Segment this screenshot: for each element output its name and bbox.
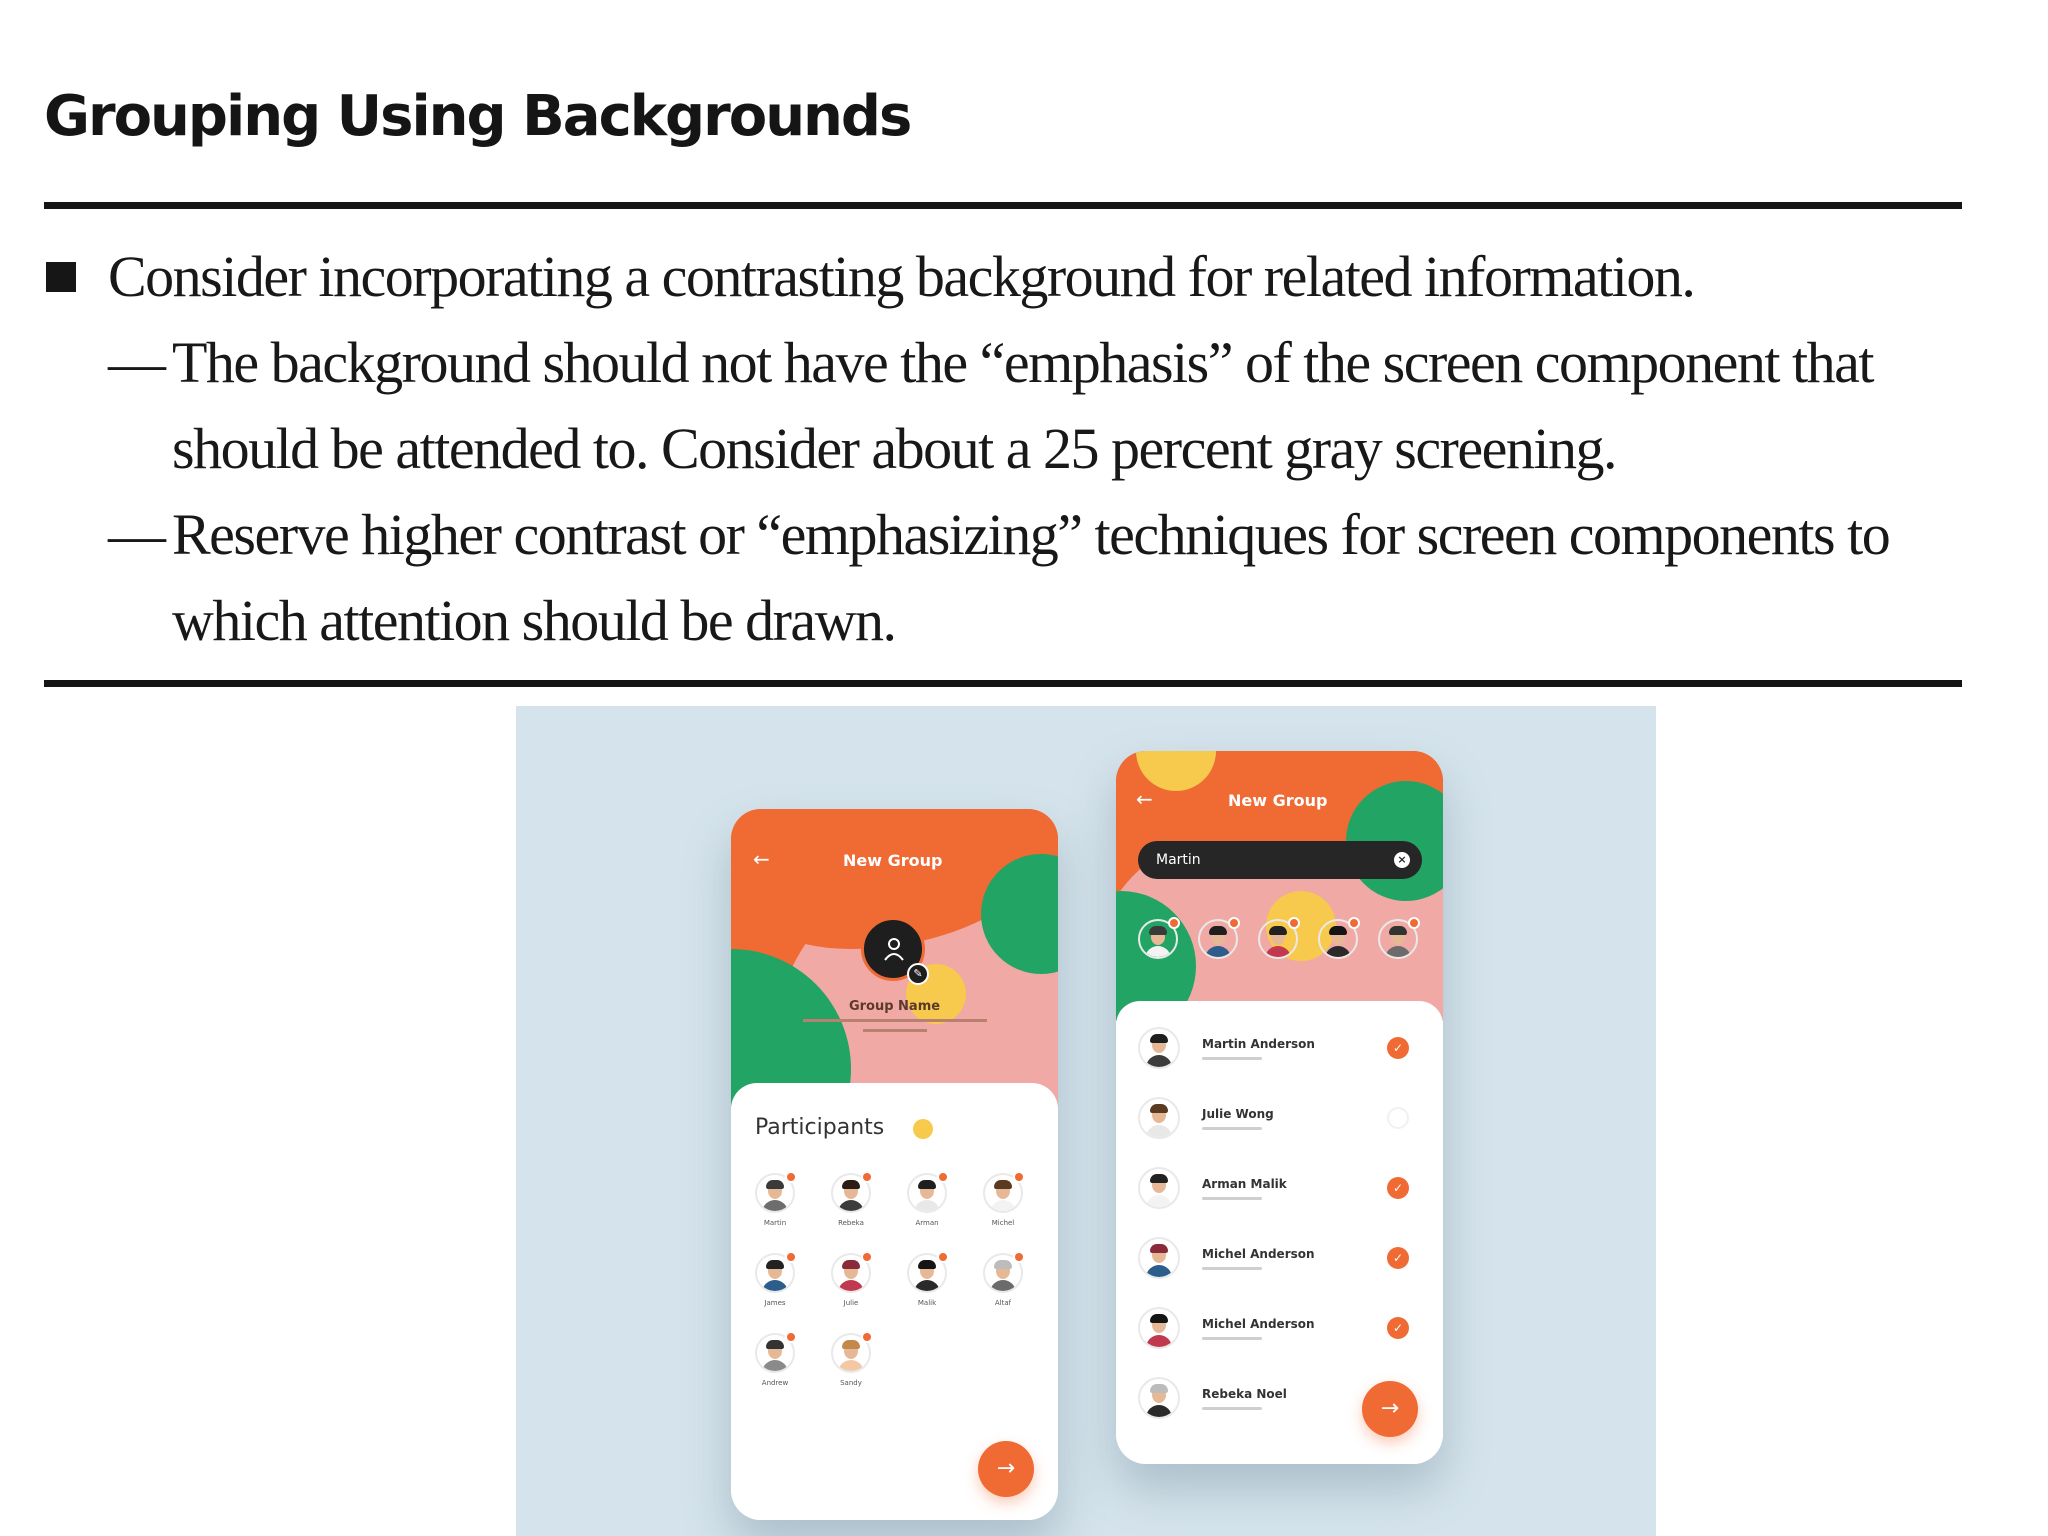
- avatar[interactable]: [1138, 1377, 1180, 1419]
- remove-participant-icon[interactable]: [861, 1331, 873, 1343]
- remove-selected-icon[interactable]: [1348, 917, 1360, 929]
- remove-participant-icon[interactable]: [785, 1331, 797, 1343]
- square-bullet-icon: [46, 262, 76, 292]
- screen-title: New Group: [843, 851, 943, 870]
- contact-status-placeholder: [1202, 1337, 1262, 1340]
- contact-status-placeholder: [1202, 1127, 1262, 1130]
- avatar[interactable]: [1138, 1027, 1180, 1069]
- top-rule: [44, 202, 1962, 209]
- participant-name: Rebeka: [838, 1219, 864, 1227]
- screen-title: New Group: [1228, 791, 1328, 810]
- search-input[interactable]: [1138, 841, 1422, 879]
- contact-name: Michel Anderson: [1202, 1247, 1315, 1261]
- remove-participant-icon[interactable]: [861, 1171, 873, 1183]
- back-arrow-icon[interactable]: ←: [753, 847, 770, 871]
- edit-pencil-icon[interactable]: ✎: [907, 963, 929, 985]
- person-icon: [882, 936, 906, 962]
- contact-name: Michel Anderson: [1202, 1317, 1315, 1331]
- participant-name: Malik: [917, 1299, 937, 1307]
- contact-name: Martin Anderson: [1202, 1037, 1315, 1051]
- remove-participant-icon[interactable]: [785, 1251, 797, 1263]
- subbullet-2-dash: —: [108, 502, 166, 567]
- remove-selected-icon[interactable]: [1408, 917, 1420, 929]
- avatar[interactable]: [1138, 1097, 1180, 1139]
- contact-status-placeholder: [1202, 1197, 1262, 1200]
- group-description-placeholder: [803, 1019, 987, 1022]
- participant-count-badge: [913, 1119, 933, 1139]
- select-checkbox[interactable]: ✓: [1387, 1247, 1409, 1269]
- contact-name: Arman Malik: [1202, 1177, 1287, 1191]
- avatar[interactable]: [1138, 1167, 1180, 1209]
- contact-name: Julie Wong: [1202, 1107, 1274, 1121]
- remove-participant-icon[interactable]: [1013, 1171, 1025, 1183]
- subbullet-2-line-2: which attention should be drawn.: [172, 588, 896, 653]
- select-checkbox[interactable]: ✓: [1387, 1177, 1409, 1199]
- participants-title: Participants: [755, 1115, 885, 1140]
- participant-name: Sandy: [840, 1379, 862, 1387]
- subbullet-2-line-1: Reserve higher contrast or “emphasizing” techniques for screen components to: [172, 502, 1890, 567]
- contact-status-placeholder: [1202, 1267, 1262, 1270]
- remove-participant-icon[interactable]: [861, 1251, 873, 1263]
- participant-name: Martin: [763, 1219, 787, 1227]
- select-checkbox[interactable]: ✓: [1387, 1037, 1409, 1059]
- select-contacts-phone: [1116, 751, 1443, 1464]
- participant-name: Arman: [915, 1219, 939, 1227]
- remove-selected-icon[interactable]: [1228, 917, 1240, 929]
- group-description-placeholder-2: [863, 1029, 927, 1032]
- back-arrow-icon[interactable]: ←: [1136, 787, 1153, 811]
- participant-name: Altaf: [994, 1299, 1012, 1307]
- avatar[interactable]: [1138, 1307, 1180, 1349]
- remove-selected-icon[interactable]: [1168, 917, 1180, 929]
- group-name-label: Group Name: [848, 999, 941, 1014]
- remove-selected-icon[interactable]: [1288, 917, 1300, 929]
- search-value: Martin: [1156, 852, 1201, 868]
- participant-name: Julie: [843, 1299, 859, 1307]
- section-heading: Grouping Using Backgrounds: [44, 84, 911, 149]
- select-checkbox[interactable]: [1387, 1107, 1409, 1129]
- clear-search-icon[interactable]: ×: [1394, 852, 1410, 868]
- bottom-rule: [44, 680, 1962, 687]
- participant-name: James: [764, 1299, 786, 1307]
- participant-name: Michel: [991, 1219, 1015, 1227]
- contact-name: Rebeka Noel: [1202, 1387, 1287, 1401]
- remove-participant-icon[interactable]: [785, 1171, 797, 1183]
- avatar[interactable]: [1138, 1237, 1180, 1279]
- new-group-phone: [731, 809, 1058, 1520]
- app-mockup-figure: [516, 706, 1656, 1536]
- next-arrow-button[interactable]: →: [978, 1441, 1034, 1497]
- remove-participant-icon[interactable]: [937, 1251, 949, 1263]
- subbullet-1-line-2: should be attended to. Consider about a 25 percent gray screening.: [172, 416, 1616, 481]
- participant-name: Andrew: [761, 1379, 789, 1387]
- bullet-text: Consider incorporating a contrasting background for related information.: [108, 244, 1695, 309]
- remove-participant-icon[interactable]: [1013, 1251, 1025, 1263]
- subbullet-1-dash: —: [108, 330, 166, 395]
- contact-status-placeholder: [1202, 1407, 1262, 1410]
- next-arrow-button[interactable]: →: [1362, 1381, 1418, 1437]
- remove-participant-icon[interactable]: [937, 1171, 949, 1183]
- contact-status-placeholder: [1202, 1057, 1262, 1060]
- select-checkbox[interactable]: ✓: [1387, 1317, 1409, 1339]
- subbullet-1-line-1: The background should not have the “emphasis” of the screen component that: [172, 330, 1873, 395]
